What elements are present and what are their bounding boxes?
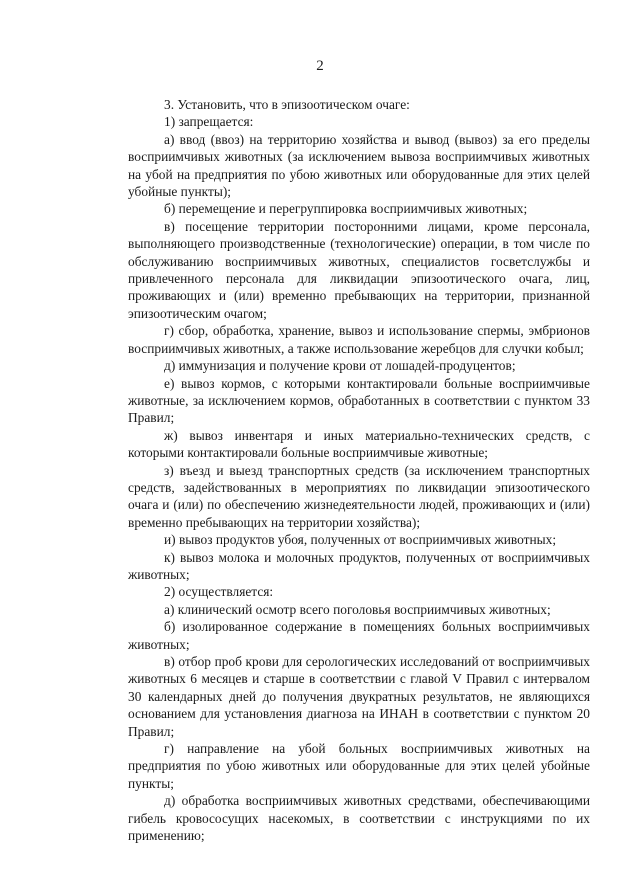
paragraph-2b: б) изолированное содержание в помещениях больных восприимчивых животных; [128,619,590,652]
paragraph-2g: г) направление на убой больных восприимчивых животных на предприятия по убою животных или оборудованные для этих целей убойные пункты; [128,741,590,791]
document-body [128,96,590,844]
page-number: 2 [316,58,324,74]
paragraph-1b: б) перемещение и перегруппировка восприимчивых животных; [164,201,528,217]
paragraph-2v: в) отбор проб крови для серологических исследований от восприимчивых животных 6 месяцев и старше в соответствии с главой V Правил с интервалом 30 календарных дней до получения двукратных результатов, не являющихся основанием для установления диагноза на ИНАН в соответствии с пунктом 20 Правил; [128,654,590,739]
paragraph-2d: д) обработка восприимчивых животных средствами, обеспечивающими гибель кровососущих насекомых, в соответствии с инструкциями по их применению; [128,793,590,844]
paragraph-prohibited-heading: 1) запрещается: [164,114,254,130]
paragraph-1zh: ж) вывоз инвентаря и иных материально-технических средств, с которыми контактировали больные восприимчивые животные; [128,427,590,461]
paragraph-2a: а) клинический осмотр всего поголовья восприимчивых животных; [164,601,551,617]
paragraph-1a: а) ввод (ввоз) на территорию хозяйства и вывод (вывоз) за его пределы восприимчивых животных (за исключением вывоза восприимчивых животных на убой на предприятия по убою животных или оборудованные для этих целей убойные пункты); [128,131,590,200]
paragraph-1i: и) вывоз продуктов убоя, полученных от восприимчивых животных; [164,532,557,548]
paragraph-performed-heading: 2) осуществляется: [164,584,274,600]
paragraph-1v: в) посещение территории посторонними лицами, кроме персонала, выполняющего производственные (технологические) операции, в том числе по обслуживанию восприимчивых животных, специалистов госветслужбы и привлеченного персонала для ликвидации эпизоотического очага, лиц, проживающих и (или) временно пребывающих на территории, признанной эпизоотическим очагом; [128,218,590,321]
paragraph-3-intro: 3. Установить, что в эпизоотическом очаге: [164,97,410,112]
paragraph-1k: к) вывоз молока и молочных продуктов, полученных от восприимчивых животных; [128,549,590,582]
paragraph-1d: д) иммунизация и получение крови от лошадей-продуцентов; [164,358,516,374]
paragraph-1e: е) вывоз кормов, с которыми контактировали больные восприимчивые животные, за исключением кормов, обработанных в соответствии с пунктом 33 Правил; [128,375,590,426]
paragraph-1g: г) сбор, обработка, хранение, вывоз и использование спермы, эмбрионов восприимчивых животных, а также использование жеребцов для случки кобыл; [128,323,590,356]
paragraph-1z: з) въезд и выезд транспортных средств (за исключением транспортных средств, задействованных в мероприятиях по ликвидации эпизоотического очага и (или) по обеспечению жизнедеятельности людей, проживающих и (или) временно пребывающих на территории хозяйства); [128,462,590,530]
